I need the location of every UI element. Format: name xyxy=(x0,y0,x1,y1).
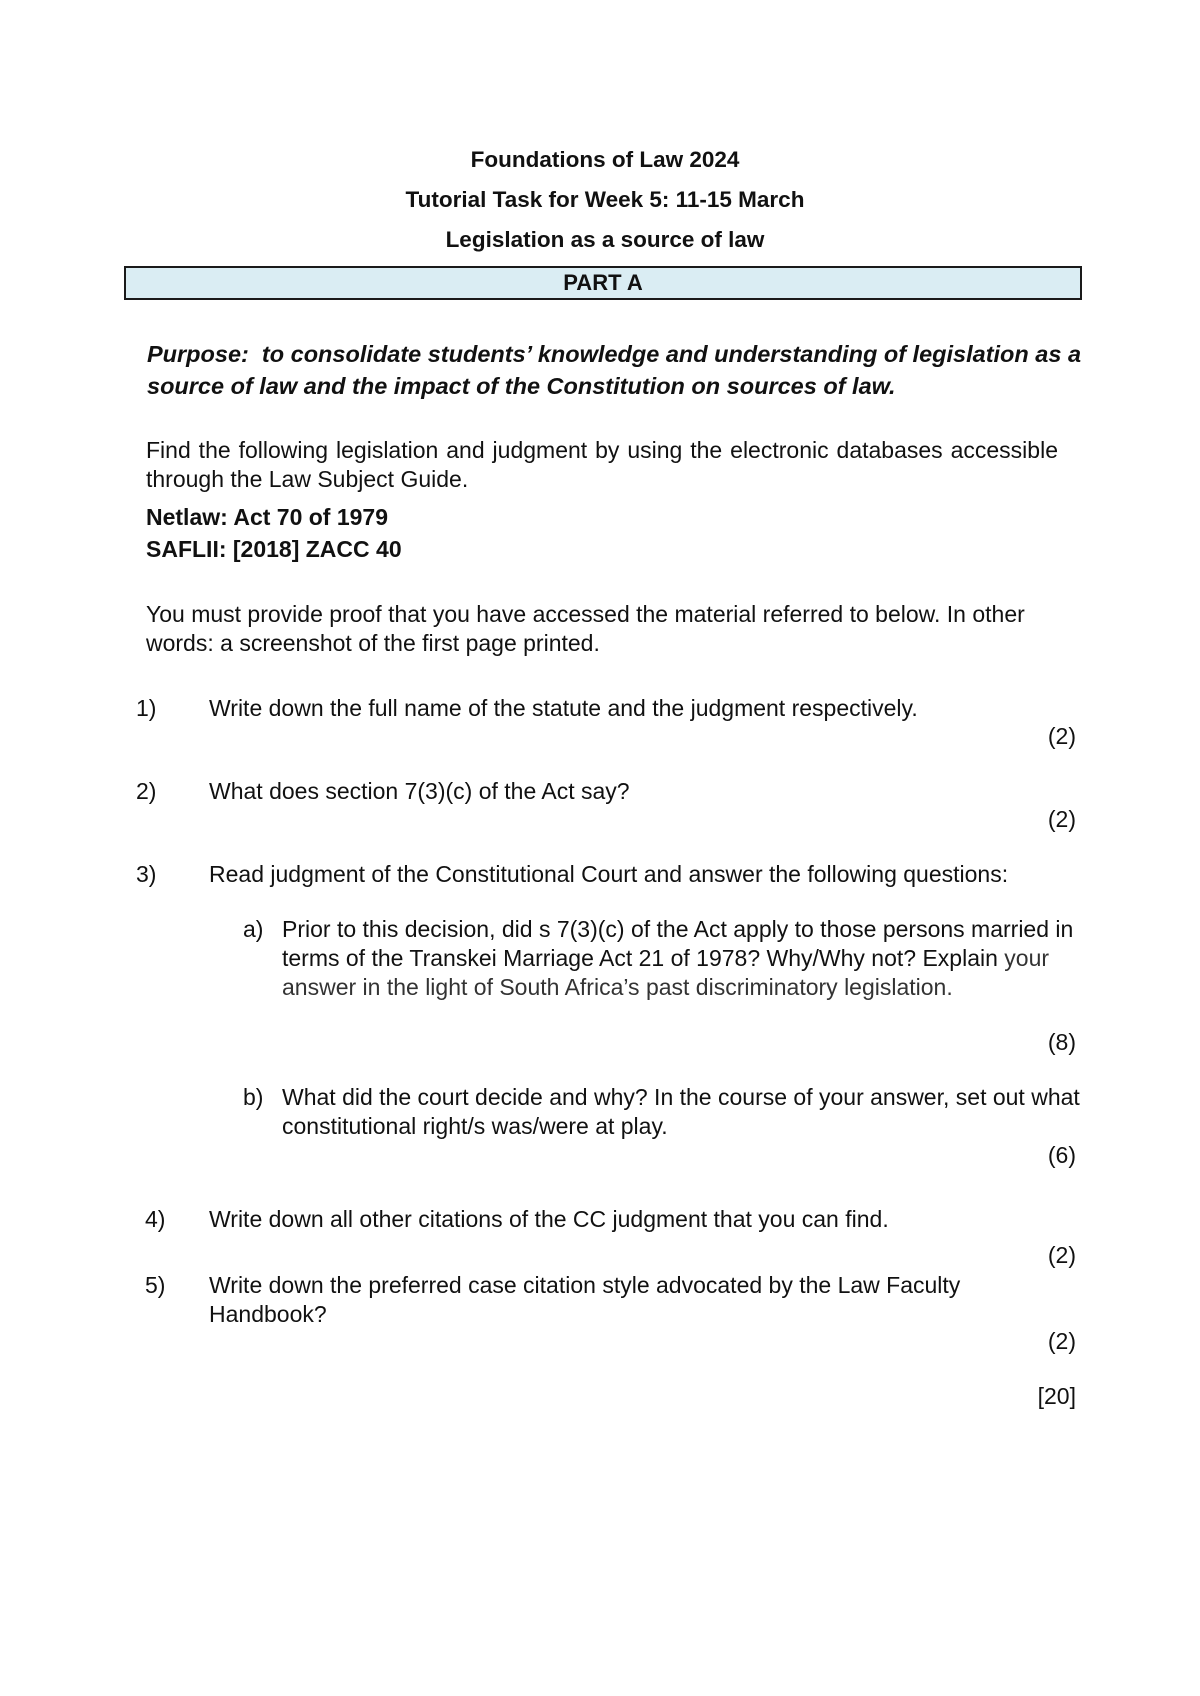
subquestion-mark: (6) xyxy=(1047,1142,1076,1168)
topic-title: Legislation as a source of law xyxy=(445,227,765,252)
subquestion-main: Prior to this decision, did s 7(3)(c) of the Act apply to those persons married in terms of the Transkei Marriage Act 21 of 1978? Why/Why not? Explain xyxy=(282,916,1074,971)
purpose-statement xyxy=(147,338,1087,402)
question-text: Write down the preferred case citation style advocated by the Law Faculty Handbook? xyxy=(209,1272,961,1327)
question-text: What does section 7(3)(c) of the Act say? xyxy=(209,778,630,804)
saflii-reference: SAFLII: [2018] ZACC 40 xyxy=(146,536,402,562)
question-mark: (2) xyxy=(1047,723,1076,749)
task-title: Tutorial Task for Week 5: 11-15 March xyxy=(405,187,805,212)
question-mark: (2) xyxy=(1047,1242,1076,1268)
question-text: Write down all other citations of the CC judgment that you can find. xyxy=(209,1206,889,1232)
purpose-text: to consolidate students’ knowledge and understanding of legislation as a source of law and the impact of the Constitution on sources of law. xyxy=(147,341,1082,399)
proof-instructions: You must provide proof that you have accessed the material referred to below. In other words: a screenshot of the first page printed. xyxy=(146,601,1025,656)
question-number: 2) xyxy=(136,778,157,804)
part-a-label: PART A xyxy=(563,270,643,295)
total-marks: [20] xyxy=(1037,1383,1076,1409)
subquestion-text: What did the court decide and why? In the course of your answer, set out what constitutional right/s was/were at play. xyxy=(282,1084,1080,1139)
question-text: Read judgment of the Constitutional Court and answer the following questions: xyxy=(209,861,1009,887)
subquestion-tail: your answer in the light of South Africa’s past discriminatory legislation. xyxy=(282,945,1050,1000)
question-text: Write down the full name of the statute and the judgment respectively. xyxy=(209,695,918,721)
find-instructions: Find the following legislation and judgment by using the electronic databases accessible through the Law Subject Guide. xyxy=(146,437,1058,492)
course-title: Foundations of Law 2024 xyxy=(470,147,740,172)
subquestion-letter: a) xyxy=(243,916,264,942)
netlaw-reference: Netlaw: Act 70 of 1979 xyxy=(146,504,389,530)
subquestion-mark: (8) xyxy=(1047,1029,1076,1055)
subquestion-letter: b) xyxy=(243,1084,264,1110)
question-number: 3) xyxy=(136,861,157,887)
question-number: 1) xyxy=(136,695,157,721)
subquestion-text xyxy=(282,915,1082,1002)
question-mark: (2) xyxy=(1047,806,1076,832)
question-number: 4) xyxy=(145,1206,166,1232)
question-mark: (2) xyxy=(1047,1328,1076,1354)
purpose-label: Purpose: xyxy=(147,341,249,367)
question-number: 5) xyxy=(145,1272,166,1298)
part-a-banner xyxy=(124,266,1082,300)
